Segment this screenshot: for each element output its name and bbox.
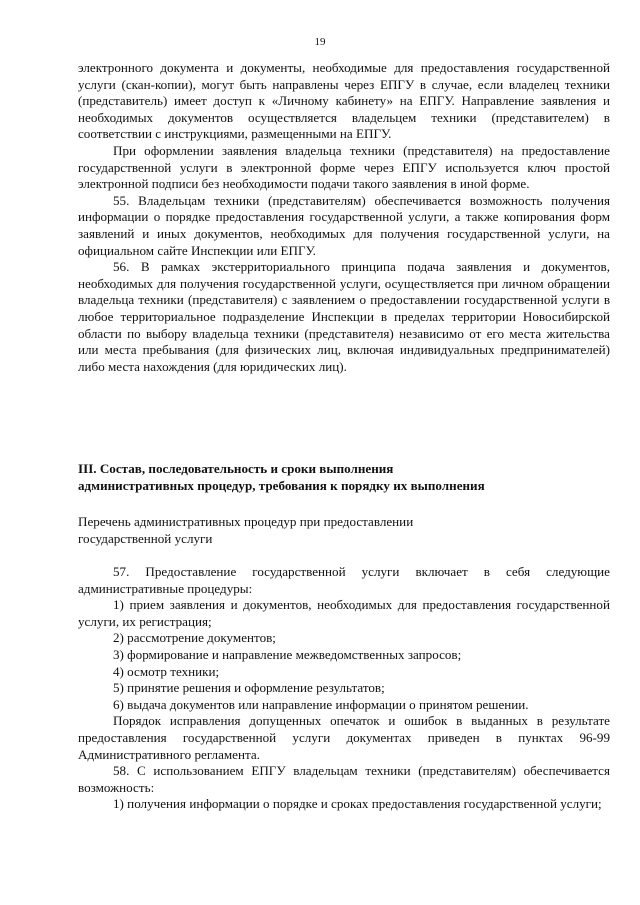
paragraph-55: 55. Владельцам техники (представителям) обеспечивается возможность получения информации о порядке предоставления государственной услуги, а также копирования форм заявлений и иных документов, необходимых для получения государственной услуги, на официальном сайте Инспекции или ЕПГУ. [78,192,610,258]
list-item-6: 6) выдача документов или направление информации о принятом решении. [113,696,529,712]
list-item-5: 5) принятие решения и оформление результатов; [113,680,385,696]
top-paragraphs [78,60,610,375]
paragraph-56: 56. В рамках экстерриториального принципа подача заявления и документов, необходимых для получения государственной услуги, осуществляется при личном обращении владельца техники (представителя) с заявлением о предоставлении государственной услуги в любое территориальное подразделение Инспекции в пределах территории Новосибирской области по выбору владельца техники (представителя) независимо от его места жительства или места пребывания (для физических лиц, включая индивидуальных предпринимателей) либо места нахождения (для юридических лиц). [78,259,610,374]
section-heading-line1: III. Состав, последовательность и сроки выполнения [78,461,394,476]
paragraph-continuation: электронного документа и документы, необходимые для предоставления государственной услуги (скан-копии), могут быть направлены через ЕПГУ в случае, если владелец техники (представитель) имеет доступ к «Личному кабинету» на ЕПГУ. Направление заявления и необходимых документов осуществляется владельцем техники (представителем) в соответствии с инструкциями, размещенными на ЕПГУ. [78,60,610,142]
paragraph-58: 58. С использованием ЕПГУ владельцам техники (представителям) обеспечивается возможность: [78,763,610,795]
paragraph-electronic-signature: При оформлении заявления владельца техники (представителя) на предоставление государственной услуги в электронной форме через ЕПГУ используется ключ простой электронной подписи без необходимости подачи такого заявления в иной форме. [78,142,610,192]
list-item-3: 3) формирование и направление межведомственных запросов; [113,646,462,662]
paragraph-57: 57. Предоставление государственной услуги включает в себя следующие административные процедуры: [78,564,610,596]
page-number: 19 [314,36,326,48]
section-heading [78,461,610,494]
list-item-4: 4) осмотр техники; [113,663,220,679]
subsection-heading [78,514,610,547]
subsection-heading-line1: Перечень административных процедур при предоставлении [78,514,414,529]
list-item-1: 1) прием заявления и документов, необходимых для предоставления государственной услуги, их регистрация; [78,597,610,629]
list-item-2: 2) рассмотрение документов; [113,630,276,646]
list-item-58-1: 1) получения информации о порядке и сроках предоставления государственной услуги; [113,796,602,812]
bottom-paragraphs [78,564,610,813]
paragraph-corrections: Порядок исправления допущенных опечаток и ошибок в выданных в результате предоставления государственной услуги документах приведен в пунктах 96-99 Административного регламента. [78,713,610,762]
subsection-heading-line2: государственной услуги [78,530,213,546]
section-heading-line2: административных процедур, требования к порядку их выполнения [78,477,485,493]
